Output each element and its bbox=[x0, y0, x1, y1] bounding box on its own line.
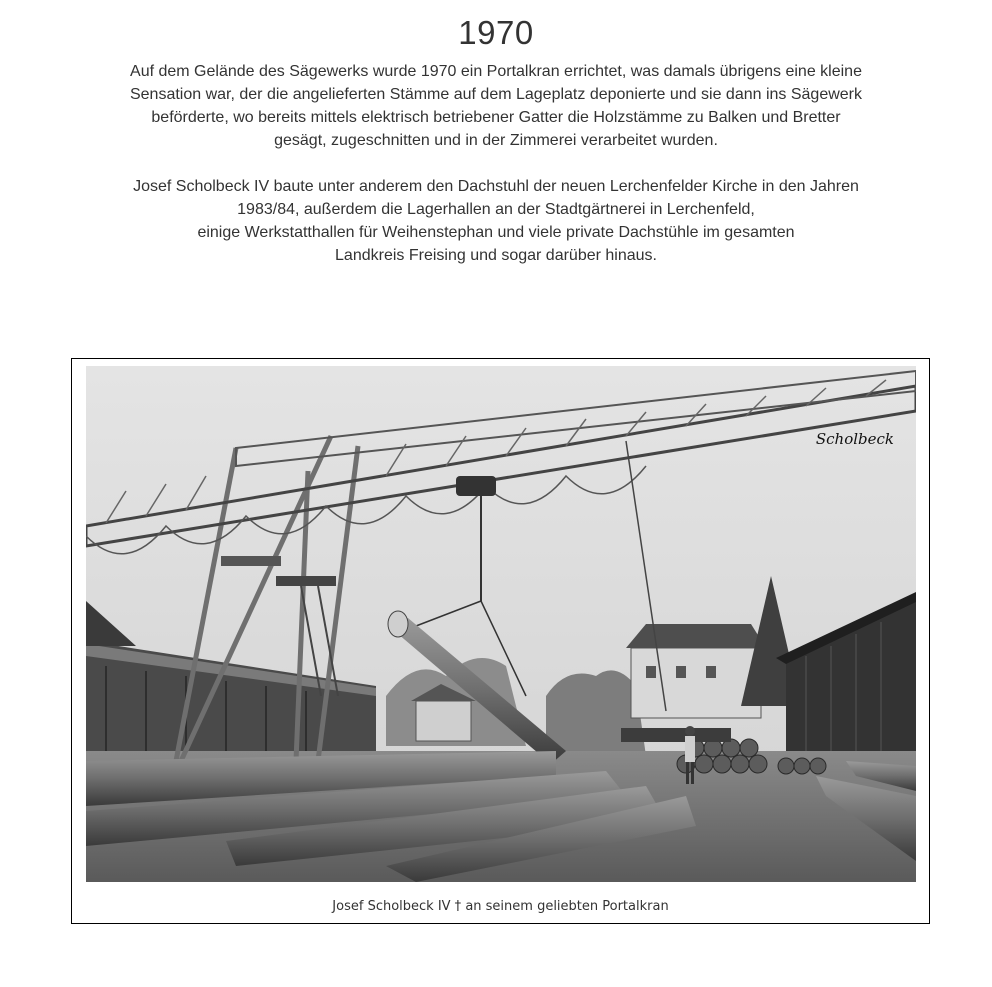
year-heading: 1970 bbox=[458, 14, 534, 51]
photo-signature: Scholbeck bbox=[815, 430, 894, 448]
text-line: 1983/84, außerdem die Lagerhallen an der Stadtgärtnerei in Lerchenfeld, bbox=[237, 201, 755, 218]
paragraph-works bbox=[0, 175, 992, 267]
text-line: einige Werkstatthallen für Weihenstephan und viele private Dachstühle im gesamten bbox=[197, 224, 795, 241]
text-line: Landkreis Freising und sogar darüber hinaus. bbox=[335, 247, 657, 264]
text-line: Auf dem Gelände des Sägewerks wurde 1970 ein Portalkran errichtet, was damals übrigens eine kleine bbox=[130, 63, 862, 80]
photo-caption: Josef Scholbeck IV † an seinem geliebten Portalkran bbox=[332, 899, 669, 914]
text-line: Sensation war, der die angelieferten Stämme auf dem Lageplatz deponierte und sie dann ins Sägewerk bbox=[129, 86, 863, 103]
text-line: gesägt, zugeschnitten und in der Zimmerei verarbeitet wurden. bbox=[274, 132, 718, 149]
photo-frame bbox=[71, 358, 930, 924]
text-line: Josef Scholbeck IV baute unter anderem den Dachstuhl der neuen Lerchenfelder Kirche in den Jahren bbox=[133, 178, 859, 195]
paragraph-history bbox=[0, 60, 992, 152]
crane-photo bbox=[86, 366, 916, 882]
text-line: beförderte, wo bereits mittels elektrisch betriebener Gatter die Holzstämme zu Balken und Bretter bbox=[151, 109, 841, 126]
